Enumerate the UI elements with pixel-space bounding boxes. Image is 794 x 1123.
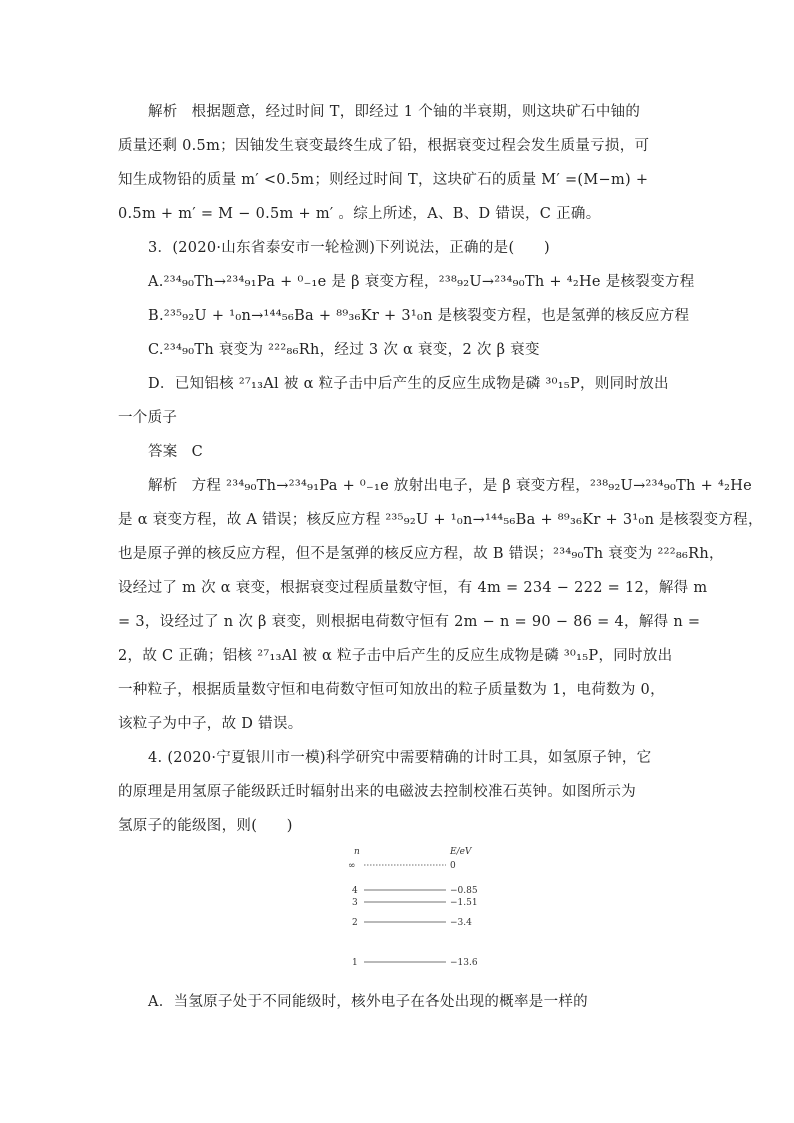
line-text: C [191,444,204,460]
line-text: 一种粒子，根据质量数守恒和电荷数守恒可知放出的粒子质量数为 1，电荷数为 0， [118,682,665,698]
text-line [148,372,669,393]
text-line [148,440,203,461]
text-line [148,100,640,121]
line-text: 氢原子的能级图，则( ) [118,818,293,834]
hydrogen-energy-level-diagram [340,845,490,975]
line-text: 也是原子弹的核反应方程，但不是氢弹的核反应方程，故 B 错误；²³⁴₉₀Th 衰变为 ²²²₈₆Rh， [118,546,724,562]
text-line [148,304,689,325]
level-n-label: 2 [352,918,358,928]
text-line [148,474,752,495]
line-text: A．当氢原子处于不同能级时，核外电子在各处出现的概率是一样的 [148,994,588,1010]
level-energy-label: −1.51 [450,898,478,908]
text-line [148,990,588,1011]
level-energy-label: −0.85 [450,886,478,896]
section-keyword: 答案 [148,444,178,460]
section-keyword: 解析 [148,104,178,120]
level-energy-label: −3.4 [450,918,472,928]
line-text: B.²³⁵₉₂U + ¹₀n→¹⁴⁴₅₆Ba + ⁸⁹₃₆Kr + 3¹₀n 是核裂变方程，也是氢弹的核反应方程 [148,308,690,324]
text-line [118,168,648,189]
line-text: C.²³⁴₉₀Th 衰变为 ²²²₈₆Rh，经过 3 次 α 衰变，2 次 β 衰变 [148,342,540,358]
line-text: = 3，设经过了 n 次 β 衰变，则根据电荷数守恒有 2m − n = 90 − 86 = 4，解得 n = [118,614,701,630]
line-text: 的原理是用氢原子能级跃迁时辐射出来的电磁波去控制校准石英钟。如图所示为 [118,784,636,800]
text-line [118,406,177,427]
line-text: 3．(2020·山东省泰安市一轮检测)下列说法，正确的是( ) [148,240,550,256]
text-line [118,134,649,155]
text-line [118,678,665,699]
n-axis-header: n [354,847,360,857]
text-line [118,576,707,597]
line-text: D．已知铝核 ²⁷₁₃Al 被 α 粒子击中后产生的反应生成物是磷 ³⁰₁₅P，则同时放出 [148,376,669,392]
line-text: 质量还剩 0.5m；因铀发生衰变最终生成了铅，根据衰变过程会发生质量亏损，可 [118,138,650,154]
line-text: 方程 ²³⁴₉₀Th→²³⁴₉₁Pa + ⁰₋₁e 放射出电子，是 β 衰变方程，²³⁸₉₂U→²³⁴₉₀Th + ⁴₂He [191,478,753,494]
line-text: 是 α 衰变方程，故 A 错误；核反应方程 ²³⁵₉₂U + ¹₀n→¹⁴⁴₅₆Ba + ⁸⁹₃₆Kr + 3¹₀n 是核裂变方程， [118,512,763,528]
text-line [148,338,540,359]
line-text: 一个质子 [118,410,178,426]
line-text: 根据题意，经过时间 T，即经过 1 个铀的半衰期，则这块矿石中铀的 [191,104,641,120]
line-text: A.²³⁴₉₀Th→²³⁴₉₁Pa + ⁰₋₁e 是 β 衰变方程，²³⁸₉₂U→²³⁴₉₀Th + ⁴₂He 是核裂变方程 [148,274,695,290]
line-text: 设经过了 m 次 α 衰变，根据衰变过程质量数守恒，有 4m = 234 − 222 = 12，解得 m [118,580,708,596]
text-line [148,270,695,291]
section-keyword: 解析 [148,478,178,494]
line-text: 该粒子为中子，故 D 错误。 [118,716,303,732]
level-n-label: 3 [352,898,358,908]
text-line [118,712,303,733]
text-line [118,780,636,801]
level-energy-label: −13.6 [450,958,478,968]
level-n-label: 4 [352,886,358,896]
text-line [148,746,651,767]
text-line [118,202,601,223]
line-text: 2，故 C 正确；铝核 ²⁷₁₃Al 被 α 粒子击中后产生的反应生成物是磷 ³⁰₁₅P，同时放出 [118,648,673,664]
energy-axis-header: E/eV [450,847,472,857]
level-n-label: 1 [352,958,358,968]
level-n-label: ∞ [348,861,356,871]
text-line [118,814,293,835]
text-line [118,508,763,529]
line-text: 4. (2020·宁夏银川市一模)科学研究中需要精确的计时工具，如氢原子钟，它 [148,750,652,766]
text-line [118,610,700,631]
line-text: 知生成物铅的质量 m′ <0.5m；则经过时间 T，这块矿石的质量 M′ =(M−m) + [118,172,649,188]
level-energy-label: 0 [450,861,456,871]
line-text: 0.5m + m′ = M − 0.5m + m′ 。综上所述，A、B、D 错误，C 正确。 [118,206,601,222]
text-line [118,542,724,563]
text-line [118,644,672,665]
text-line [148,236,550,257]
